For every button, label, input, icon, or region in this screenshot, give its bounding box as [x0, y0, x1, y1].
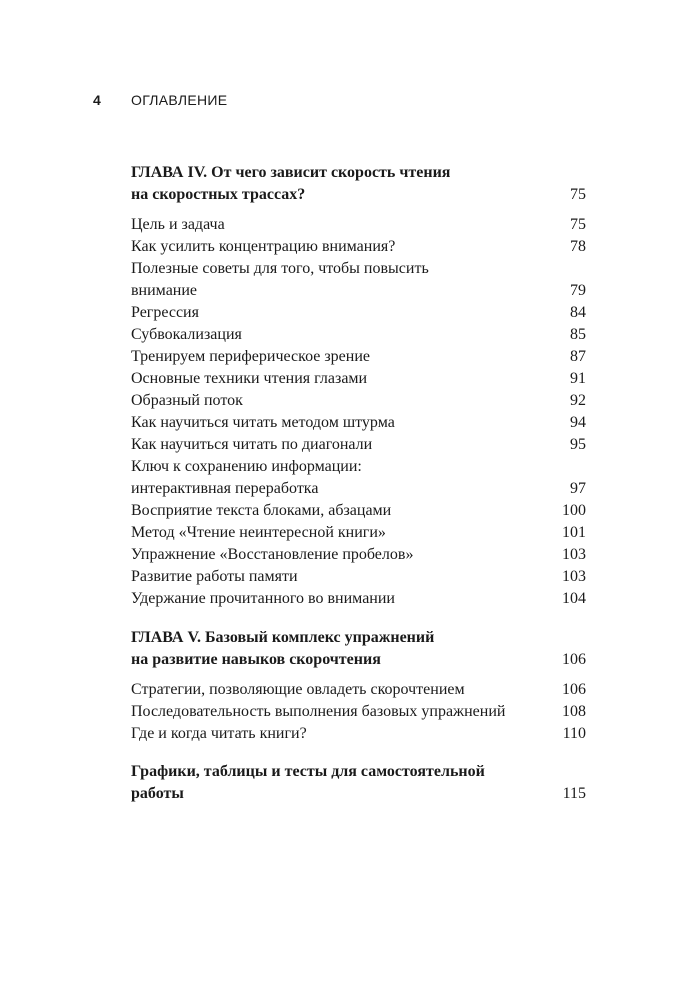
- appendix-heading[interactable]: [131, 761, 586, 805]
- toc-entry[interactable]: Основные техники чтения глазами 91: [131, 370, 586, 387]
- page-number: 4: [93, 92, 102, 108]
- chapter-5-heading[interactable]: [131, 627, 586, 671]
- chapter-4-title-line1: ГЛАВА IV. От чего зависит скорость чтения: [131, 164, 451, 181]
- toc-entry[interactable]: Последовательность выполнения базовых упражнений 108: [131, 703, 586, 720]
- toc-entry[interactable]: Как усилить концентрацию внимания? 78: [131, 238, 586, 255]
- appendix-page: 115: [562, 785, 586, 802]
- toc-entry-line2[interactable]: внимание 79: [131, 282, 586, 299]
- appendix-title-line1: Графики, таблицы и тесты для самостоятельной: [131, 763, 485, 780]
- chapter-4-page: 75: [570, 186, 586, 203]
- toc-entry[interactable]: Образный поток 92: [131, 392, 586, 409]
- toc-entry[interactable]: Цель и задача 75: [131, 216, 586, 233]
- toc-entry[interactable]: Регрессия 84: [131, 304, 586, 321]
- toc-entry[interactable]: Развитие работы памяти 103: [131, 568, 586, 585]
- toc-entry[interactable]: Метод «Чтение неинтересной книги» 101: [131, 524, 586, 541]
- chapter-4-entries: [131, 214, 586, 610]
- chapter-5-title-line2: на развитие навыков скорочтения 106: [131, 649, 586, 671]
- toc-entry[interactable]: Тренируем периферическое зрение 87: [131, 348, 586, 365]
- toc-entry[interactable]: Восприятие текста блоками, абзацами 100: [131, 502, 586, 519]
- toc-entry[interactable]: Где и когда читать книги? 110: [131, 725, 586, 742]
- toc-entry[interactable]: Стратегии, позволяющие овладеть скорочтением 106: [131, 681, 586, 698]
- chapter-5-entries: [131, 679, 586, 745]
- toc-entry[interactable]: Упражнение «Восстановление пробелов» 103: [131, 546, 586, 563]
- toc-entry[interactable]: Как научиться читать методом штурма 94: [131, 414, 586, 431]
- toc-entry-line2[interactable]: интерактивная переработка 97: [131, 480, 586, 497]
- chapter-5-title-line1: ГЛАВА V. Базовый комплекс упражнений: [131, 629, 435, 646]
- chapter-4-title-line2: на скоростных трассах? 75: [131, 184, 586, 206]
- toc-entry-line1[interactable]: Полезные советы для того, чтобы повысить: [131, 260, 429, 277]
- running-head: [93, 92, 227, 108]
- toc-entry[interactable]: Субвокализация 85: [131, 326, 586, 343]
- chapter-4-heading[interactable]: [131, 162, 586, 206]
- toc-entry[interactable]: Как научиться читать по диагонали 95: [131, 436, 586, 453]
- appendix-title-line2: работы 115: [131, 783, 586, 805]
- toc-entry-line1[interactable]: Ключ к сохранению информации:: [131, 458, 362, 475]
- toc-entry[interactable]: Удержание прочитанного во внимании 104: [131, 590, 586, 607]
- running-head-title: ОГЛАВЛЕНИЕ: [131, 92, 228, 108]
- chapter-5-page: 106: [562, 651, 586, 668]
